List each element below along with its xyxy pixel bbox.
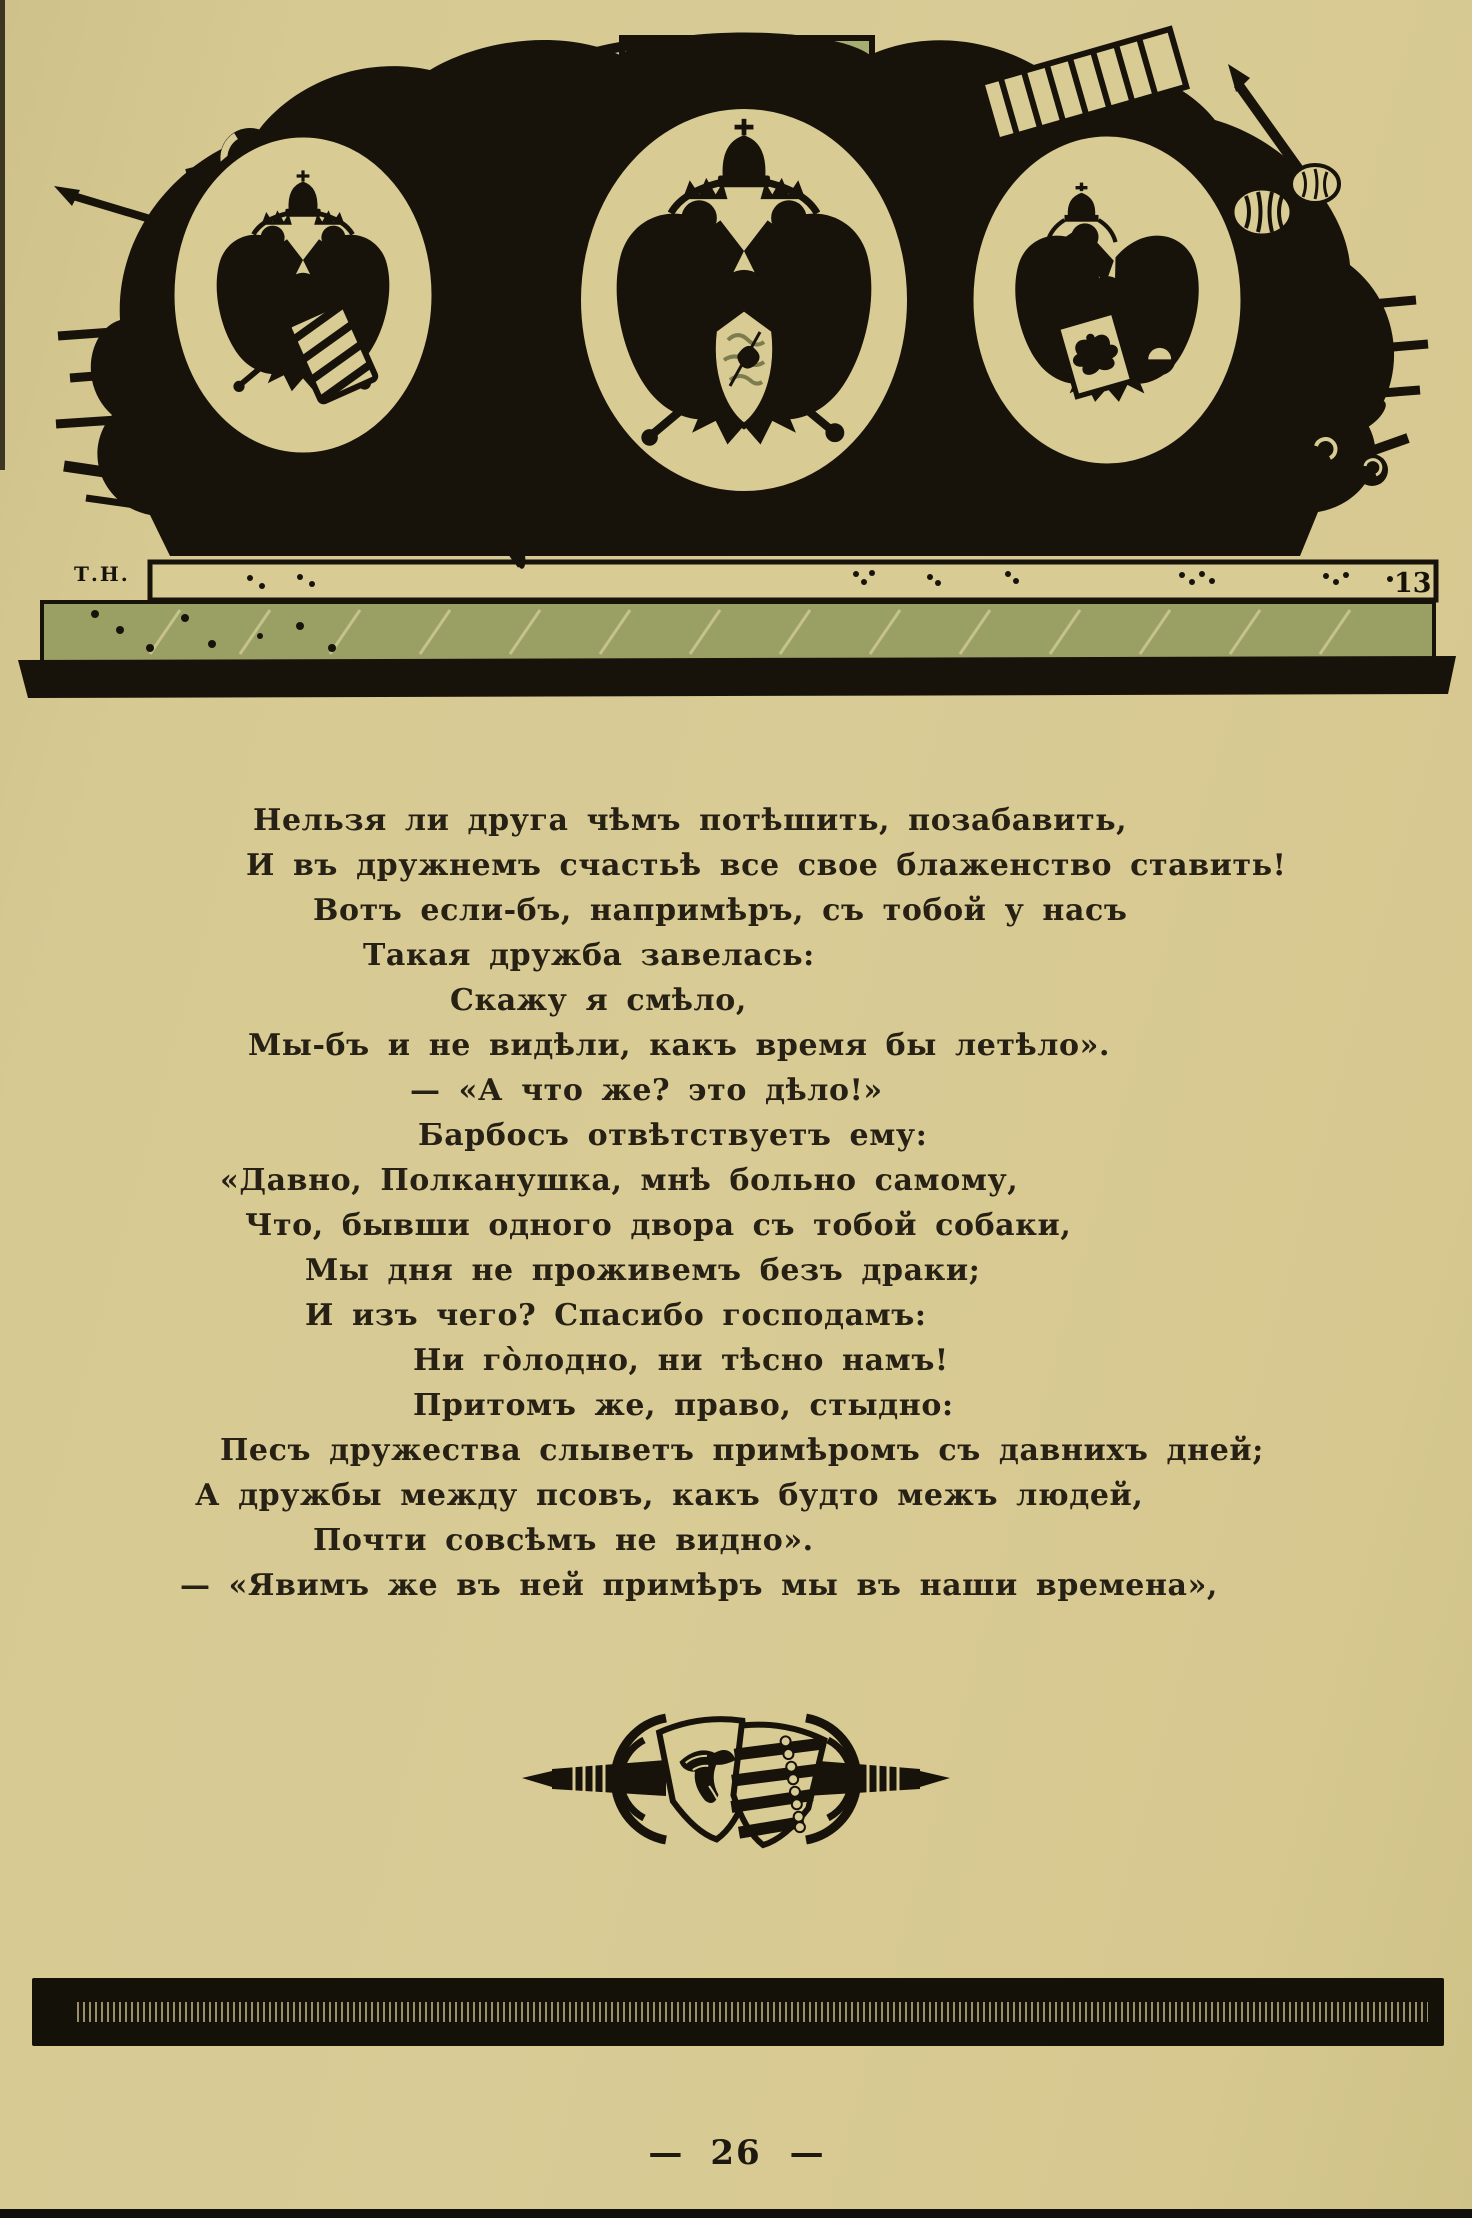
- poem-line: «Давно, Полканушка, мнѣ больно самому,: [220, 1163, 1019, 1198]
- poem-line: Мы-бъ и не видѣли, какъ время бы летѣло».: [248, 1028, 1111, 1063]
- poem-line: И изъ чего? Спасибо господамъ:: [305, 1298, 927, 1333]
- poem-line: Мы дня не проживемъ безъ драки;: [305, 1253, 981, 1288]
- poem-line: Барбосъ отвѣтствуетъ ему:: [418, 1118, 928, 1153]
- poem-line: Притомъ же, право, стыдно:: [413, 1388, 954, 1423]
- page-footer: [0, 2133, 1472, 2173]
- plate-number: 13: [1394, 568, 1432, 599]
- footer-dash-right: —: [789, 2133, 824, 2173]
- poem-line: Что, бывши одного двора съ тобой собаки,: [245, 1208, 1072, 1243]
- footer-dash-left: —: [648, 2133, 683, 2173]
- poem-line: Такая дружба завелась:: [363, 938, 815, 973]
- page-number: 26: [710, 2133, 762, 2173]
- scan-edge-bottom: [0, 2209, 1472, 2218]
- poem-line: А дружбы между псовъ, какъ будто межъ людей,: [195, 1478, 1144, 1513]
- poem-line: Вотъ если-бъ, напримѣръ, съ тобой у насъ: [313, 893, 1128, 928]
- separator-bar: [32, 1978, 1444, 2046]
- poem-line: Песъ дружества слыветъ примѣромъ съ давнихъ дней;: [220, 1433, 1264, 1468]
- poem-line: И въ дружнемъ счастьѣ все свое блаженство ставить!: [246, 848, 1287, 883]
- poem-line: Ни го̀лодно, ни тѣсно намъ!: [413, 1343, 949, 1378]
- ledge: [150, 562, 1436, 600]
- poem-line: Скажу я смѣло,: [450, 983, 747, 1018]
- poem-line: — «А что же? это дѣло!»: [410, 1073, 883, 1108]
- banner-band: [18, 602, 1456, 698]
- poem-line: Нельзя ли друга чѣмъ потѣшить, позабавить,: [253, 803, 1128, 838]
- poem-line: — «Явимъ же въ ней примѣръ мы въ наши времена»,: [180, 1568, 1218, 1603]
- poem-line: Почти совсѣмъ не видно».: [313, 1523, 814, 1558]
- headpiece-illustration: [0, 0, 1472, 700]
- artist-monogram: Т.Н.: [74, 562, 130, 586]
- poem: [178, 798, 1418, 1608]
- separator-bar-stripe: [77, 2002, 1428, 2022]
- axe-torch-left-icon: [522, 1718, 666, 1840]
- tailpiece-vignette: [516, 1700, 956, 1860]
- axe-torch-right-icon: [806, 1718, 950, 1840]
